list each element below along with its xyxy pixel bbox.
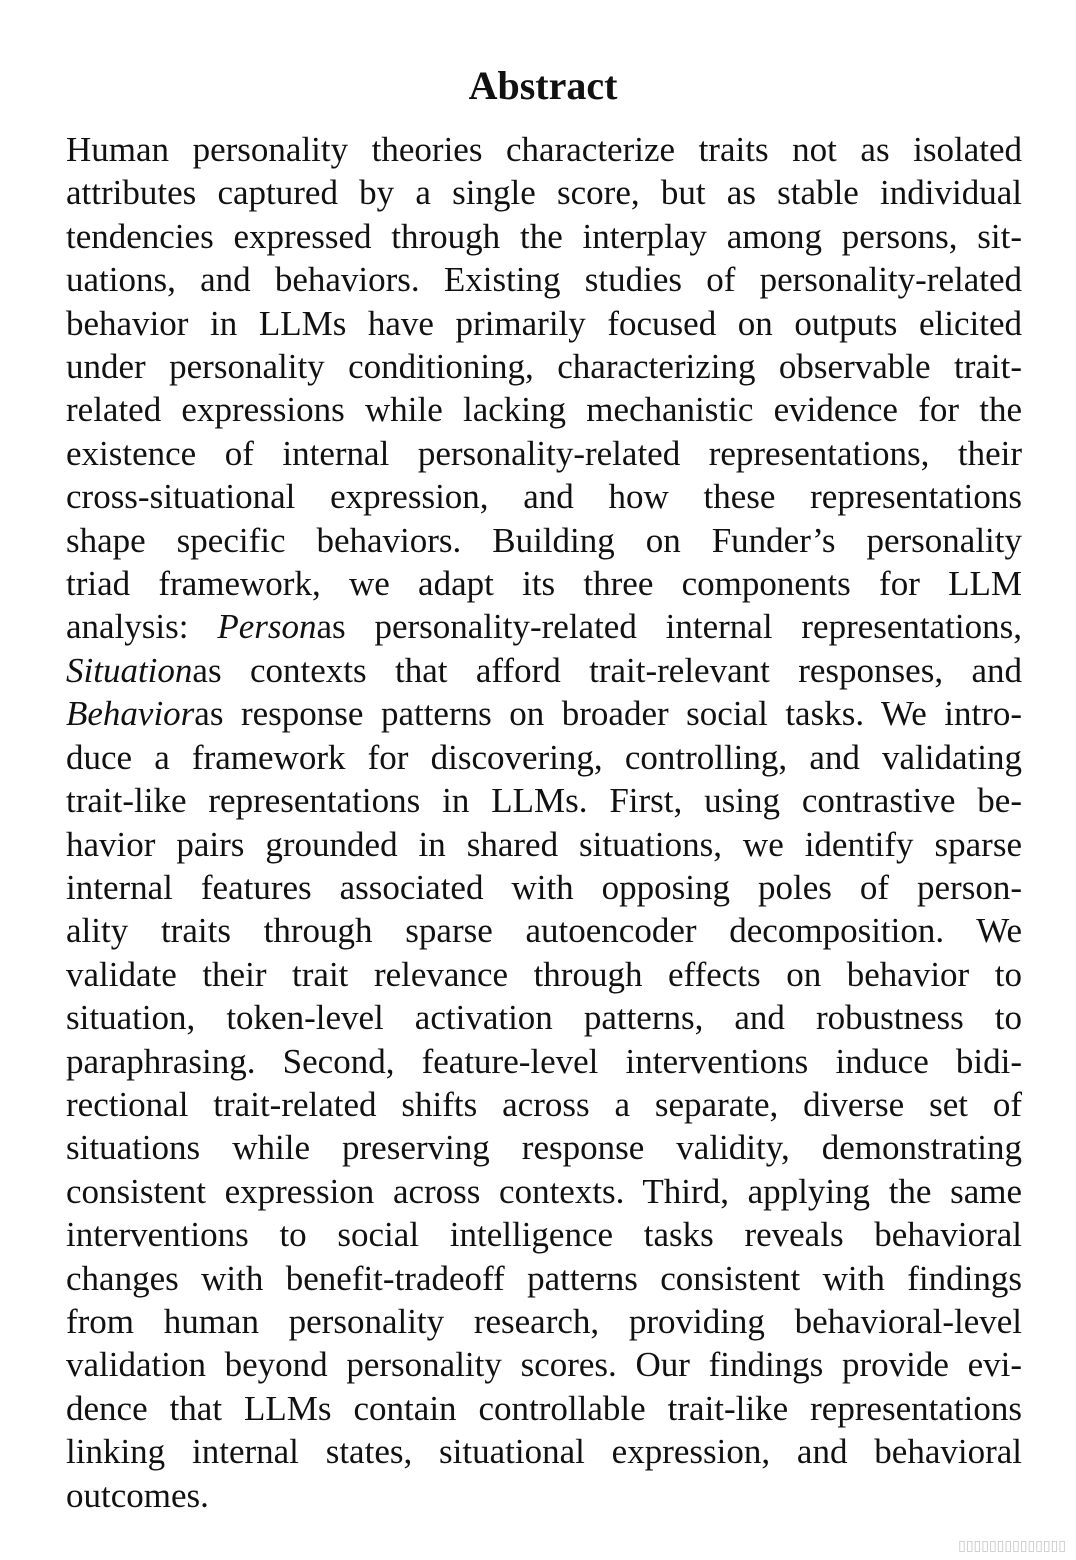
abstract-line: dence that LLMs contain controllable trait-like representations bbox=[66, 1388, 1022, 1428]
abstract-line: validate their trait relevance through effects on behavior to bbox=[66, 954, 1022, 994]
abstract-line: interventions to social intelligence tasks reveals behavioral bbox=[66, 1215, 1022, 1255]
abstract-line: consistent expression across contexts. Third, applying the same bbox=[66, 1171, 1022, 1211]
abstract-line bbox=[66, 649, 1022, 692]
abstract-line: changes with benefit-tradeoff patterns consistent with findings bbox=[66, 1258, 1022, 1298]
abstract-line-rest: as contexts that afford trait-relevant responses, and bbox=[192, 650, 1022, 690]
abstract-line-rest: as response patterns on broader social tasks. We intro- bbox=[194, 694, 1022, 734]
abstract-body bbox=[66, 128, 1022, 1517]
abstract-line: from human personality research, providing behavioral-level bbox=[66, 1301, 1022, 1341]
abstract-line: paraphrasing. Second, feature-level interventions induce bidi- bbox=[66, 1041, 1022, 1081]
abstract-line: uations, and behaviors. Existing studies of personality-related bbox=[66, 260, 1022, 300]
abstract-line: triad framework, we adapt its three components for LLM bbox=[66, 564, 1022, 604]
abstract-line bbox=[66, 605, 1022, 648]
abstract-line-rest: as personality-related internal representations, bbox=[316, 607, 1022, 647]
abstract-line: trait-like representations in LLMs. First, using contrastive be- bbox=[66, 781, 1022, 821]
abstract-line: related expressions while lacking mechanistic evidence for the bbox=[66, 390, 1022, 430]
abstract-line: linking internal states, situational expression, and behavioral bbox=[66, 1432, 1022, 1472]
abstract-line: tendencies expressed through the interplay among persons, sit- bbox=[66, 216, 1022, 256]
abstract-line: rectional trait-related shifts across a separate, diverse set of bbox=[66, 1084, 1022, 1124]
abstract-title: Abstract bbox=[468, 63, 618, 108]
abstract-italic-term: Situation bbox=[66, 650, 193, 690]
abstract-line: outcomes. bbox=[66, 1475, 209, 1515]
abstract-line: attributes captured by a single score, but as stable individual bbox=[66, 173, 1022, 213]
abstract-line: situation, token-level activation patterns, and robustness to bbox=[66, 998, 1022, 1038]
abstract-line: shape specific behaviors. Building on Funder’s personality bbox=[66, 520, 1022, 560]
abstract-line-prefix: analysis: bbox=[66, 607, 218, 647]
abstract-line: duce a framework for discovering, controlling, and validating bbox=[66, 737, 1022, 777]
abstract-line: ality traits through sparse autoencoder decomposition. We bbox=[66, 911, 1022, 951]
abstract-line: havior pairs grounded in shared situations, we identify sparse bbox=[66, 824, 1022, 864]
abstract-line: cross-situational expression, and how these representations bbox=[66, 477, 1022, 517]
abstract-line: validation beyond personality scores. Our findings provide evi- bbox=[66, 1345, 1022, 1385]
abstract-line: internal features associated with opposing poles of person- bbox=[66, 867, 1022, 907]
abstract-italic-term: Behavior bbox=[66, 694, 195, 734]
abstract-line: situations while preserving response validity, demonstrating bbox=[66, 1128, 1022, 1168]
abstract-line: existence of internal personality-related representations, their bbox=[66, 433, 1022, 473]
abstract-italic-term: Person bbox=[217, 607, 317, 647]
abstract-line: Human personality theories characterize traits not as isolated bbox=[66, 130, 1022, 169]
abstract-line: under personality conditioning, characterizing observable trait- bbox=[66, 347, 1022, 387]
watermark: ▯▯▯▯▯▯▯▯▯▯▯▯▯▯ bbox=[958, 1538, 1066, 1554]
abstract-line bbox=[66, 692, 1022, 735]
abstract-line: behavior in LLMs have primarily focused on outputs elicited bbox=[66, 303, 1022, 343]
